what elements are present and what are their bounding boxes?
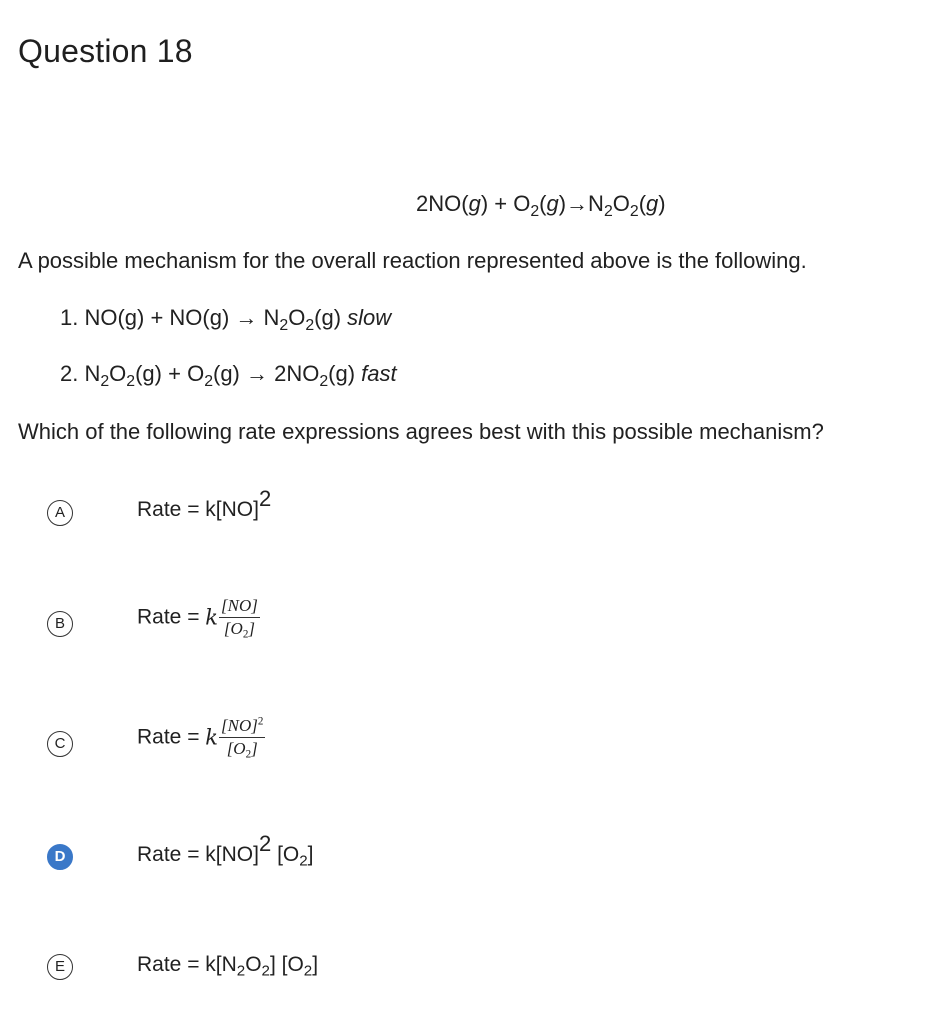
question-title: Question 18 <box>18 33 193 69</box>
choice-b-radio[interactable]: B <box>47 611 73 637</box>
choice-c-fraction: $\frac{[NO]^2}{[O2]}$ <box>221 715 264 761</box>
choice-b-label: Rate = k $\frac{[NO]}{[O2]}$ <box>137 596 258 641</box>
choice-d-radio-selected[interactable]: D <box>47 844 73 870</box>
choice-b[interactable] <box>47 596 847 641</box>
overall-reaction-equation: $2NO(g) + O_2(g)\to N_2O_2(g)$ <box>416 191 666 220</box>
choice-a-radio[interactable]: A <box>47 500 73 526</box>
choice-e-label: Rate = $k[N_2O_2]$ $[O_2]$ <box>137 953 319 980</box>
choice-c-label: Rate = k $\frac{[NO]^2}{[O2]}$ <box>137 715 264 761</box>
mechanism-intro-text: A possible mechanism for the overall reaction represented above is the following. <box>18 248 807 273</box>
choice-d-label: Rate = k[NO]2 $[O_2]$ <box>137 831 314 870</box>
mechanism-step-2: 2. $N_2O_2(g) + O_2(g) \to 2NO_2(g)$ fast <box>60 361 397 390</box>
choice-e[interactable] <box>47 954 847 982</box>
choice-a-label: Rate = k[NO]2 <box>137 486 272 521</box>
choice-c-radio[interactable]: C <box>47 731 73 757</box>
choice-a[interactable] <box>47 486 847 528</box>
choice-d[interactable] <box>47 831 847 872</box>
choice-c[interactable] <box>47 715 847 761</box>
choice-b-fraction: $\frac{[NO]}{[O2]}$ <box>221 596 258 641</box>
question-prompt: Which of the following rate expressions agrees best with this possible mechanism? <box>18 419 824 444</box>
choice-e-radio[interactable]: E <box>47 954 73 980</box>
mechanism-step-1: 1. $NO(g) + NO(g) \to N_2O_2(g)$ slow <box>60 305 392 334</box>
